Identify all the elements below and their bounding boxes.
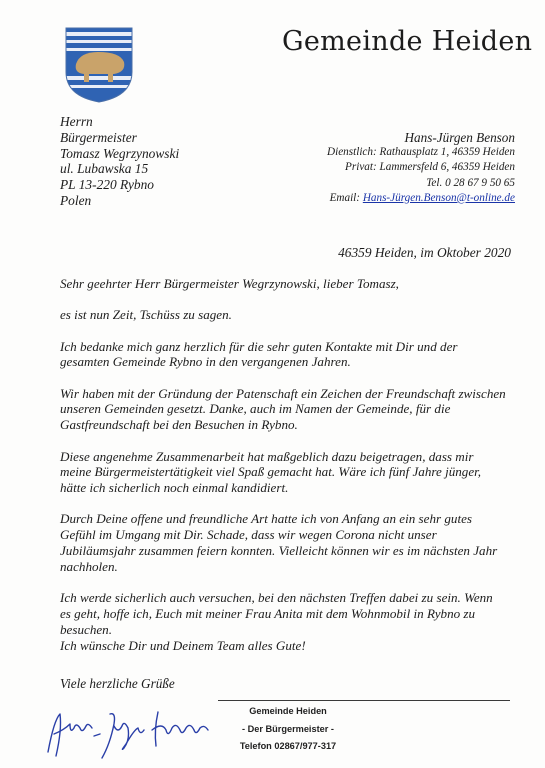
signature-rule [218,700,510,701]
sender-name: Hans-Jürgen Benson [404,130,515,145]
paragraph: Wir haben mit der Gründung der Patenschaft ein Zeichen der Freundschaft zwischen unseren Gemeinden gesetzt. Danke, auch im Namen der Gemeinde, für die Gastfreundschaft bei den Besuchen in Rybno. [60,385,506,433]
sender-private-address: Privat: Lammersfeld 6, 46359 Heiden [345,161,515,174]
recipient-line: Polen [60,192,92,208]
sender-email-link[interactable]: Hans-Jürgen.Benson@t-online.de [362,191,515,204]
salutation: Sehr geehrter Herr Bürgermeister Wegrzynowski, lieber Tomasz, [60,276,399,291]
handwritten-signature [40,700,220,762]
sender-office-address: Dienstlich: Rathausplatz 1, 46359 Heiden [327,146,515,159]
sender-address [327,130,515,206]
stamp-line: Gemeinde Heiden [249,706,327,716]
recipient-line: Herrn [60,114,93,129]
sender-email-row [327,191,515,206]
recipient-line: Tomasz Wegrzynowski [60,145,180,161]
paragraph: Diese angenehme Zusammenarbeit hat maßgeblich dazu beigetragen, dass mir meine Bürgermeistertätigkeit viel Spaß gemacht hat. Wäre ich fünf Jahre jünger, hätte ich sicherlich noch einmal kandidiert. [60,448,482,496]
stamp-line: - Der Bürgermeister - [242,723,334,734]
dateline: 46359 Heiden, im Oktober 2020 [338,245,511,260]
paragraph: Ich werde sicherlich auch versuchen, bei den nächsten Treffen dabei zu sein. Wenn es geht, hoffe ich, Euch mit meiner Frau Anita mit dem Wohnmobil in Rybno zu besuchen. [60,590,493,637]
recipient-line: Bürgermeister [60,129,137,145]
sender-email-label: Email: [329,191,361,204]
sender-phone: Tel. 0 28 67 9 50 65 [426,176,515,189]
paragraph: es ist nun Zeit, Tschüss zu sagen. [60,307,232,323]
recipient-line: ul. Lubawska 15 [60,161,149,177]
closing: Viele herzliche Grüße [60,676,175,691]
letter-body [60,276,506,669]
paragraph: Ich bedanke mich ganz herzlich für die sehr guten Kontakte mit Dir und der gesamten Gemeinde Rybno in den vergangenen Jahren. [60,338,458,370]
recipient-line: PL 13-220 Rybno [60,177,154,193]
recipient-address [60,114,179,209]
paragraph: Ich wünsche Dir und Deinem Team alles Gute! [60,637,306,653]
paragraph: Durch Deine offene und freundliche Art hatte ich von Anfang an ein sehr gutes Gefühl im Umgang mit Dir. Schade, dass wir wegen Corona nicht unser Jubiläumsjahr zusammen feiern konnten. Vielleicht können wir es im nächsten Jahr nachholen. [60,511,498,574]
stamp-line: Telefon 02867/977-317 [239,741,337,751]
official-stamp [232,703,344,756]
municipality-title: Gemeinde Heiden [282,26,533,57]
coat-of-arms-icon [64,24,134,104]
